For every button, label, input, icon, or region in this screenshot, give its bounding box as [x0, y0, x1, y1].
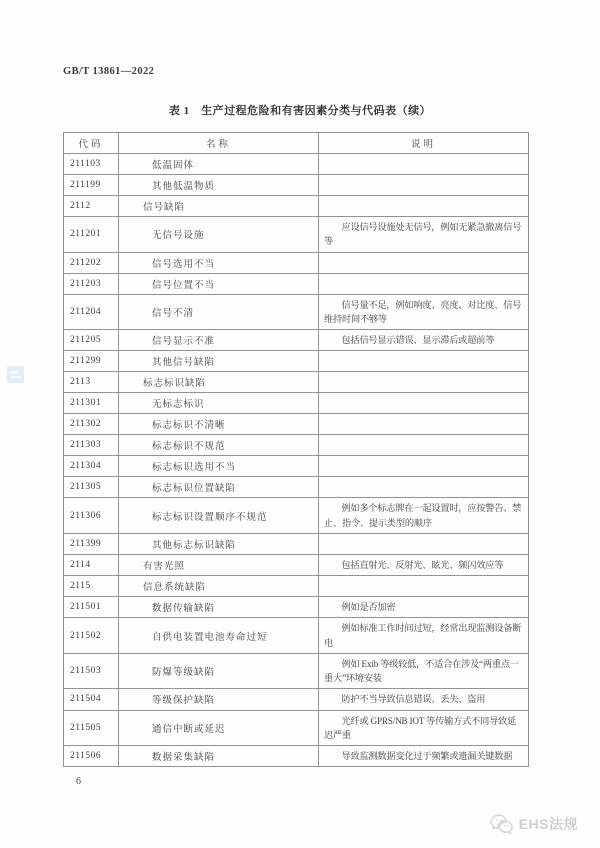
row-code: 2112: [64, 196, 119, 217]
row-code: 211305: [64, 477, 119, 498]
row-name: 信号不清: [119, 294, 319, 330]
row-description: 例如多个标志牌在一起设置时，应按警告、禁止、指令、提示类型的顺序: [319, 498, 529, 534]
row-code: 211504: [64, 689, 119, 710]
watermark: [490, 814, 578, 834]
row-description: [319, 533, 529, 554]
table-header-row: [64, 133, 529, 154]
row-name: 其他低温物质: [119, 175, 319, 196]
table-row: [64, 498, 529, 534]
table-row: [64, 456, 529, 477]
row-description: [319, 372, 529, 393]
row-code: 211203: [64, 273, 119, 294]
table-row: [64, 351, 529, 372]
column-header-name: 名称: [119, 133, 319, 154]
row-name: 标志标识位置缺陷: [119, 477, 319, 498]
table-row: [64, 554, 529, 575]
row-code: 2115: [64, 576, 119, 597]
wechat-icon: [490, 814, 514, 834]
table-row: [64, 533, 529, 554]
table-row: [64, 710, 529, 746]
row-name: 低温固体: [119, 154, 319, 175]
row-name: 标志标识缺陷: [119, 372, 319, 393]
table-row: [64, 618, 529, 654]
row-description: [319, 393, 529, 414]
table-row: [64, 154, 529, 175]
row-description: 例如标准工作时间过短，经常出现监测设备断电: [319, 618, 529, 654]
table-row: [64, 689, 529, 710]
table-row: [64, 435, 529, 456]
row-description: [319, 154, 529, 175]
row-code: 211505: [64, 710, 119, 746]
table-row: [64, 746, 529, 767]
table-title: 表 1 生产过程危险和有害因素分类与代码表（续）: [168, 105, 432, 117]
row-description: [319, 351, 529, 372]
row-description: [319, 414, 529, 435]
row-code: 211501: [64, 597, 119, 618]
row-name: 无信号设施: [119, 217, 319, 253]
row-name: 标志标识不规范: [119, 435, 319, 456]
row-name: 自供电装置电池寿命过短: [119, 618, 319, 654]
row-name: 等级保护缺陷: [119, 689, 319, 710]
standard-number: GB/T 13861—2022: [63, 66, 155, 77]
table-row: [64, 653, 529, 689]
row-code: 211303: [64, 435, 119, 456]
scan-artifact-mark: [7, 366, 24, 383]
column-header-desc: 说明: [319, 133, 529, 154]
row-name: 信息系统缺陷: [119, 576, 319, 597]
row-code: 211502: [64, 618, 119, 654]
row-name: 数据传输缺陷: [119, 597, 319, 618]
row-code: 211304: [64, 456, 119, 477]
table-row: [64, 252, 529, 273]
row-description: 包括直射光、反射光、眩光、频闪效应等: [319, 554, 529, 575]
table-row: [64, 597, 529, 618]
column-header-code: 代码: [64, 133, 119, 154]
table-row: [64, 393, 529, 414]
row-description: 防护不当导致信息错误、丢失、盗用: [319, 689, 529, 710]
row-name: 信号位置不当: [119, 273, 319, 294]
hazard-code-table: [63, 132, 529, 767]
row-name: 标志标识不清晰: [119, 414, 319, 435]
watermark-label: EHS法规: [518, 816, 578, 832]
row-description: [319, 576, 529, 597]
row-description: 信号量不足，例如响度、亮度、对比度、信号维持时间不够等: [319, 294, 529, 330]
row-description: [319, 196, 529, 217]
row-name: 标志标识设置顺序不规范: [119, 498, 319, 534]
row-name: 标志标识选用不当: [119, 456, 319, 477]
row-description: 包括信号显示错误、显示滞后或超前等: [319, 330, 529, 351]
table-row: [64, 273, 529, 294]
row-code: 2114: [64, 554, 119, 575]
table-row: [64, 175, 529, 196]
row-name: 通信中断或延迟: [119, 710, 319, 746]
row-description: [319, 273, 529, 294]
row-code: 211503: [64, 653, 119, 689]
row-code: 211299: [64, 351, 119, 372]
row-code: 211506: [64, 746, 119, 767]
row-description: 导致监测数据变化过于频繁或遗漏关键数据: [319, 746, 529, 767]
table-row: [64, 414, 529, 435]
row-name: 数据采集缺陷: [119, 746, 319, 767]
row-name: 防爆等级缺陷: [119, 653, 319, 689]
row-name: 信号显示不准: [119, 330, 319, 351]
row-code: 211205: [64, 330, 119, 351]
page-number: 6: [76, 776, 81, 787]
row-description: 例如 Exib 等级较低，不适合在涉及“两重点一重大”环境安装: [319, 653, 529, 689]
row-code: 211201: [64, 217, 119, 253]
table-row: [64, 196, 529, 217]
row-name: 信号缺陷: [119, 196, 319, 217]
row-name: 无标志标识: [119, 393, 319, 414]
row-description: 应设信号设施处无信号，例如无紧急撤离信号等: [319, 217, 529, 253]
row-name: 其他信号缺陷: [119, 351, 319, 372]
table-row: [64, 372, 529, 393]
table-row: [64, 294, 529, 330]
row-code: 211306: [64, 498, 119, 534]
row-description: 光纤或 GPRS/NB IOT 等传输方式不同导致延迟严重: [319, 710, 529, 746]
row-code: 211199: [64, 175, 119, 196]
row-code: 211103: [64, 154, 119, 175]
row-description: [319, 175, 529, 196]
row-code: 2113: [64, 372, 119, 393]
row-code: 211399: [64, 533, 119, 554]
row-description: [319, 456, 529, 477]
row-description: [319, 477, 529, 498]
row-description: 例如是否加密: [319, 597, 529, 618]
table-row: [64, 477, 529, 498]
row-description: [319, 252, 529, 273]
row-code: 211204: [64, 294, 119, 330]
row-description: [319, 435, 529, 456]
row-code: 211202: [64, 252, 119, 273]
row-code: 211302: [64, 414, 119, 435]
row-name: 其他标志标识缺陷: [119, 533, 319, 554]
table-row: [64, 330, 529, 351]
table-row: [64, 217, 529, 253]
row-name: 信号选用不当: [119, 252, 319, 273]
table-row: [64, 576, 529, 597]
row-code: 211301: [64, 393, 119, 414]
row-name: 有害光照: [119, 554, 319, 575]
